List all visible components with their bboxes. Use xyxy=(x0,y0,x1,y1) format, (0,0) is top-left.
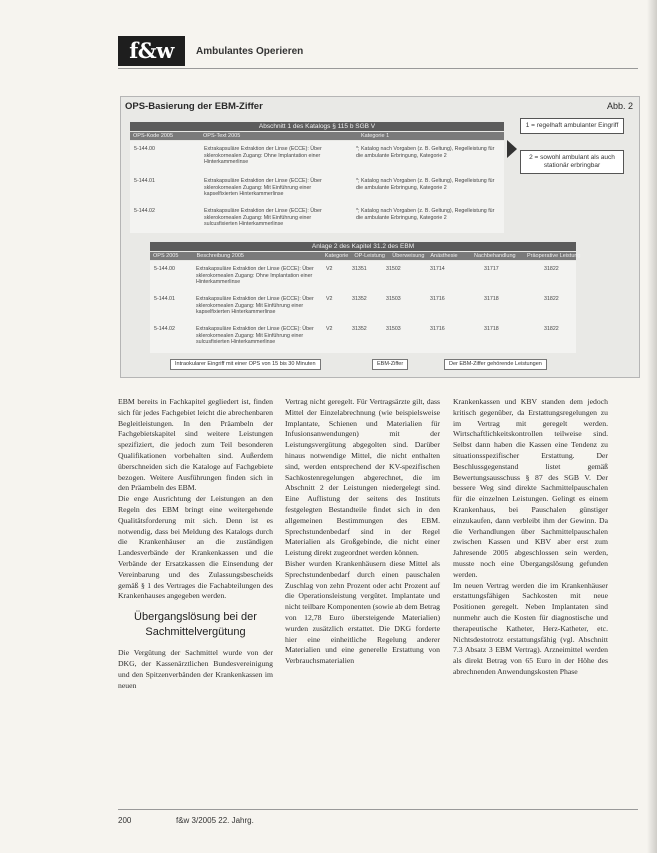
row-code: 5-144.02 xyxy=(134,208,155,214)
row-code: 5-144.01 xyxy=(134,178,155,184)
upper-header-cell: OPS-Kode 2005 xyxy=(133,133,174,139)
paragraph: Vertrag nicht geregelt. Für Vertragsärzte gilt, dass Mittel der Einzelabrechnung (wie beispielsweise Implantate, Schienen und Materialien für Infusionsanwendungen) mit der Leistungsvergütung abgegolten sind. Darüber hinaus notwendige Mittel, die nicht enthalten sind, werden entsprechend der KV-spezifischen Sachkostenregelungen abgerechnet, die im Abschnitt 2 der Leistungen niedergelegt sind. Eine Auflistung der seitens des Instituts festgelegten Bestandteile findet sich in den allgemeinen Bestimmungen des EBM. Sprechstundenbedarf sind in der Regel Materialien als Großgebinde, die nicht einer Leistung direkt zugeordnet werden können. xyxy=(285,397,440,558)
row-op: 31352 xyxy=(352,326,367,332)
lower-table-band: Anlage 2 des Kapitel 31.2 des EBM xyxy=(150,242,576,251)
row-referral: 31502 xyxy=(386,266,401,272)
paragraph: Krankenkassen und KBV standen dem jedoch kritisch gegenüber, da Erstattungsregelungen zu im Vertrag mit geregelt werden. Wirtschaftlichkeitskontrollen teilweise sind. Selbst dann haben die Kassen eine Tendenz zu situationsspezifischer Erstattung. Der Beschlussgegenstand listet gemäß Bewertungsausschuss § 87 des SGB V. Der bessere Weg sind direkte Sachmittelpauschalen für die einzelnen Leistungen. Gelingt es einem Krankenhaus, bei Pauschalen günstiger einzukaufen, dann verbleibt ihm der Gewinn. Da die Verhandlungen über Sachmittelpauschalen zwischen Kassen und KBV aber erst zum Jahresende 2005 abgeschlossen sein werden, musste noch eine Übergangslösung gefunden werden. xyxy=(453,397,608,579)
figure-title: OPS-Basierung der EBM-Ziffer xyxy=(125,101,263,112)
row-text: Extrakapsuläre Extraktion der Linse (ECCE): Über sklerokornealen Zugang: Ohne Implantation einer Hinterkammerlinse xyxy=(204,146,322,166)
row-aftercare: 31718 xyxy=(484,296,499,302)
row-anaesthesia: 31716 xyxy=(430,296,445,302)
row-text: Extrakapsuläre Extraktion der Linse (ECCE): Über sklerokornealen Zugang: Ohne Implantation einer Hinterkammerlinse xyxy=(196,266,314,286)
text-column-1 xyxy=(118,397,273,691)
row-text: Extrakapsuläre Extraktion der Linse (ECCE): Über sklerokornealen Zugang: Mit Einführung einer kapselfixierten Hinterkammerlinse xyxy=(196,296,314,316)
row-code: 5-144.02 xyxy=(154,326,175,332)
footnote-duration: Intraokularer Eingriff mit einer OPS von 15 bis 30 Minuten xyxy=(170,359,321,370)
row-preop: 31822 xyxy=(544,266,559,272)
paragraph: Im neuen Vertrag werden die im Krankenhäuser erstattungsfähigen Sachkosten mit neue Positionen geregelt. Neben Implantaten sind nunmehr auch die Kosten für diagnostische und therapeutische Katheter, Herz-Katheter, etc. Nichtsdestotrotz erstattungsfähig (vgl. Abschnitt 7.3 Absatz 3 EBM Vertrag). Arzneimittel werden als direkt Betrag von 65 Euro in der Höhe des abrechnenden Anwendungskosten Phase xyxy=(453,580,608,676)
row-aftercare: 31718 xyxy=(484,326,499,332)
paragraph: Die enge Ausrichtung der Leistungen an den Regeln des EBM bringt eine weitergehende Qualitätsforderung mit sich. Denn ist es notwendig, dass bei Meldung des Katalogs durch die Krankenhäuser an die zuständigen Landesverbände der Krankenkassen und die Verbände der Ersatzkassen die Einsendung der Vereinbarung und des Zulassungsbescheids gemäß § 1 des Vertrages die Fachabteilungen des Krankenhauses angegeben werden. xyxy=(118,494,273,601)
row-referral: 31503 xyxy=(386,296,401,302)
footnote-services: Der EBM-Ziffer gehörende Leistungen xyxy=(444,359,547,370)
section-title: Ambulantes Operieren xyxy=(196,46,304,57)
footnote-ebm: EBM-Ziffer xyxy=(372,359,408,370)
row-aftercare: 31717 xyxy=(484,266,499,272)
text-column-3 xyxy=(453,397,608,678)
journal-logo: f&w xyxy=(118,36,185,66)
footer-rule xyxy=(118,809,638,810)
lower-header-cell: Nachbehandlung xyxy=(473,253,516,259)
row-referral: 31503 xyxy=(386,326,401,332)
lower-header-cell: OP-Leistung xyxy=(354,253,385,259)
lower-header-cell: Überweisung xyxy=(392,253,425,259)
arrow-icon xyxy=(507,140,517,158)
row-preop: 31822 xyxy=(544,326,559,332)
page-number: 200 xyxy=(118,816,132,825)
paragraph: EBM bereits in Fachkapitel gegliedert ist, finden sich für jedes Fachgebiet leicht die abrechenbaren Begleitleistungen. In den Präambeln der Fachgebietskapitel sind weitere Leistungen spezifiziert, die jedoch zum Teil besonderen Qualifikationen vorbehalten sind. Außerdem überschneiden sich die Kataloge auf Fachgebiete bezogen. Weitere Ausführungen finden sich in den Präambeln des EBM. xyxy=(118,397,273,493)
journal-issue: f&w 3/2005 22. Jahrg. xyxy=(176,816,254,825)
row-anaesthesia: 31714 xyxy=(430,266,445,272)
row-code: 5-144.01 xyxy=(154,296,175,302)
row-preop: 31822 xyxy=(544,296,559,302)
legend-category-2: 2 = sowohl ambulant als auch stationär erbringbar xyxy=(520,150,624,174)
row-anaesthesia: 31716 xyxy=(430,326,445,332)
upper-header-cell: OPS-Text 2005 xyxy=(203,133,241,139)
row-text: Extrakapsuläre Extraktion der Linse (ECCE): Über sklerokornealen Zugang: Mit Einführung einer kapselfixierten Hinterkammerlinse xyxy=(204,178,322,198)
lower-header-cell: Kategorie xyxy=(324,253,349,259)
row-op: 31351 xyxy=(352,266,367,272)
lower-header-cell: Anästhesie xyxy=(430,253,458,259)
row-text: Extrakapsuläre Extraktion der Linse (ECCE): Über sklerokornealen Zugang: Mit Einführung einer sulcusfixierten Hinterkammerlinse xyxy=(196,326,314,346)
row-category: V2 xyxy=(326,326,333,332)
row-text: Extrakapsuläre Extraktion der Linse (ECCE): Über sklerokornealen Zugang: Mit Einführung einer sulcusfixierten Hinterkammerlinse xyxy=(204,208,322,228)
paragraph: Bisher wurden Krankenhäusern diese Mittel als Sprechstundenbedarf durch einen pauschalen Zuschlag von zehn Prozent oder acht Prozent auf die Operationsleistung vergütet. Implantate und nicht teilbare Komponenten (sowie ab dem Betrag von 12,78 Euro übersteigende Materialien) wurden zusätzlich erstattet. Die DKG forderte hier eine einheitliche Regelung anderer Materialien und eine generelle Erstattung von Verbrauchsmaterialien xyxy=(285,558,440,666)
paragraph: Die Vergütung der Sachmittel wurde von der DKG, der Kassenärztlichen Bundesvereinigung und den Spitzenverbänden der Krankenkassen im neuen xyxy=(118,648,273,690)
row-category: V2 xyxy=(326,266,333,272)
row-category: *; Katalog nach Vorgaben (z. B. Geltung), Regelleistung für die ambulante Erbringung, Kategorie 2 xyxy=(356,178,495,191)
row-code: 5-144.00 xyxy=(134,146,155,152)
upper-table-header xyxy=(130,132,504,140)
page-fold-shadow xyxy=(647,0,657,853)
row-code: 5-144.00 xyxy=(154,266,175,272)
subheading: Übergangslösung bei der Sachmittelvergütung xyxy=(134,611,257,639)
row-category: V2 xyxy=(326,296,333,302)
lower-header-cell: Präoperative Leistung xyxy=(526,253,581,259)
upper-header-cell: Kategorie 1 xyxy=(361,133,390,139)
lower-header-cell: Beschreibung 2005 xyxy=(196,253,244,259)
upper-table-band: Abschnitt 1 des Katalogs § 115 b SGB V xyxy=(130,122,504,131)
figure-label: Abb. 2 xyxy=(606,101,633,111)
text-column-2 xyxy=(285,397,440,667)
lower-header-cell: OPS 2005 xyxy=(153,253,179,259)
row-category: *; Katalog nach Vorgaben (z. B. Geltung), Regelleistung für die ambulante Erbringung, Kategorie 2 xyxy=(356,208,495,221)
header-rule xyxy=(118,68,638,69)
row-category: *; Katalog nach Vorgaben (z. B. Geltung), Regelleistung für die ambulante Erbringung, Kategorie 2 xyxy=(356,146,495,159)
legend-category-1: 1 = regelhaft ambulanter Eingriff xyxy=(520,118,624,134)
row-op: 31352 xyxy=(352,296,367,302)
lower-table-header xyxy=(150,252,581,260)
